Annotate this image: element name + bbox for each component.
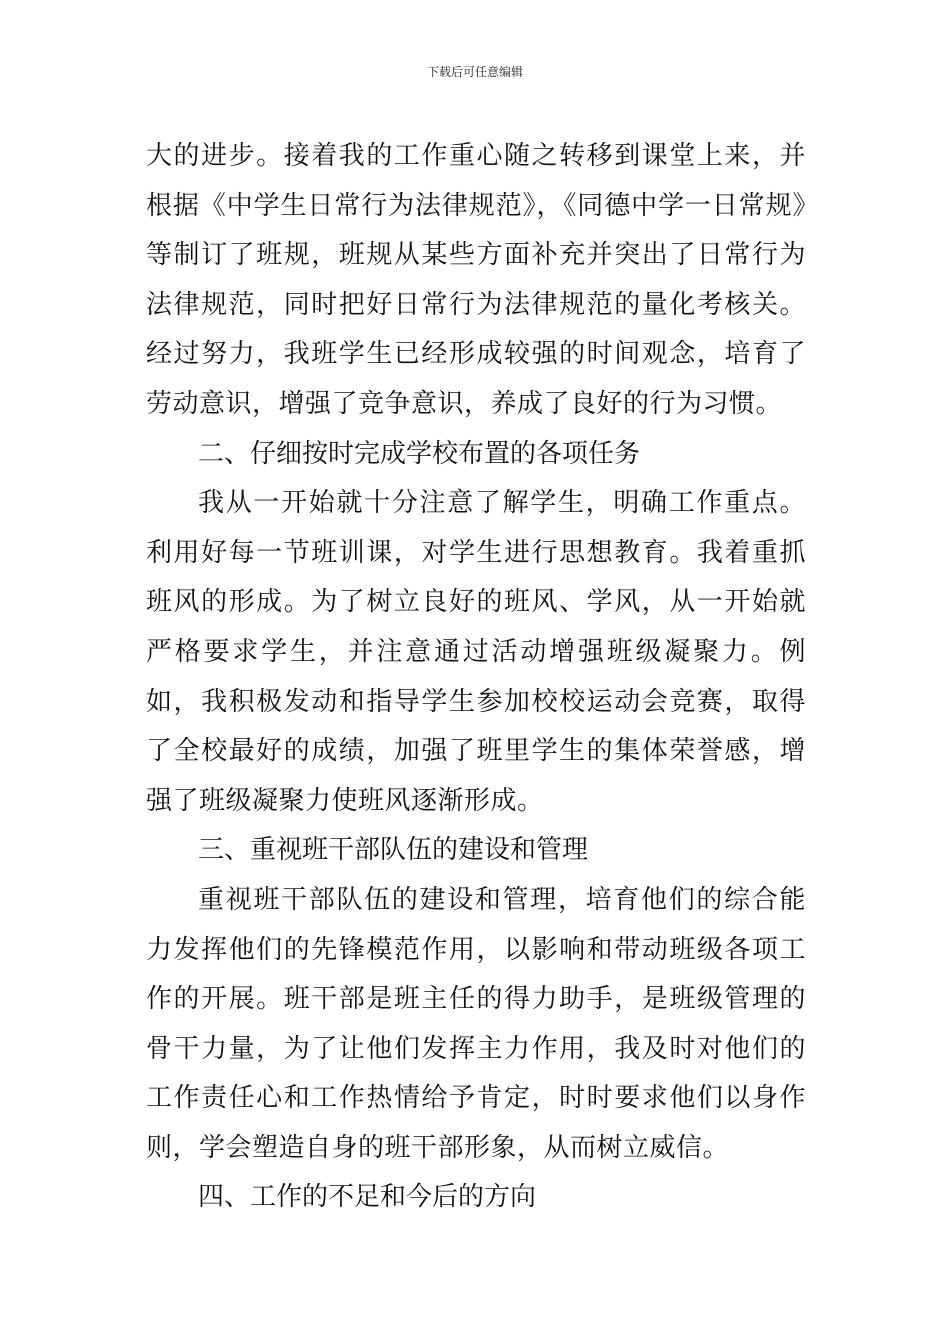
section-heading-3: 三、重视班干部队伍的建设和管理 xyxy=(198,835,589,866)
section-heading-4: 四、工作的不足和今后的方向 xyxy=(198,1182,537,1213)
paragraph-continuation: 大的进步。接着我的工作重心随之转移到课堂上来，并根据《中学生日常行为法律规范》，《同德中学一日常规》等制订了班规，班规从某些方面补充并突出了日常行为法律规范，同时把好日常行为法律规范的量化考核关。经过努力，我班学生已经形成较强的时间观念，培育了劳动意识，增强了竞争意识，养成了良好的行为习惯。 xyxy=(146,141,806,419)
section-heading-2: 二、仔细按时完成学校布置的各项任务 xyxy=(198,438,641,469)
paragraph-section-2: 我从一开始就十分注意了解学生，明确工作重点。利用好每一节班训课，对学生进行思想教育。我着重抓班风的形成。为了树立良好的班风、学风，从一开始就严格要求学生，并注意通过活动增强班级凝聚力。例如，我积极发动和指导学生参加校校运动会竞赛，取得了全校最好的成绩，加强了班里学生的集体荣誉感，增强了班级凝聚力使班风逐渐形成。 xyxy=(146,488,806,816)
document-body xyxy=(146,132,806,1223)
paragraph-section-3: 重视班干部队伍的建设和管理，培育他们的综合能力发挥他们的先锋模范作用，以影响和带动班级各项工作的开展。班干部是班主任的得力助手，是班级管理的骨干力量，为了让他们发挥主力作用，我及时对他们的工作责任心和工作热情给予肯定，时时要求他们以身作则，学会塑造自身的班干部形象，从而树立威信。 xyxy=(146,884,806,1163)
page-header: 下载后可任意编辑 xyxy=(426,65,523,79)
